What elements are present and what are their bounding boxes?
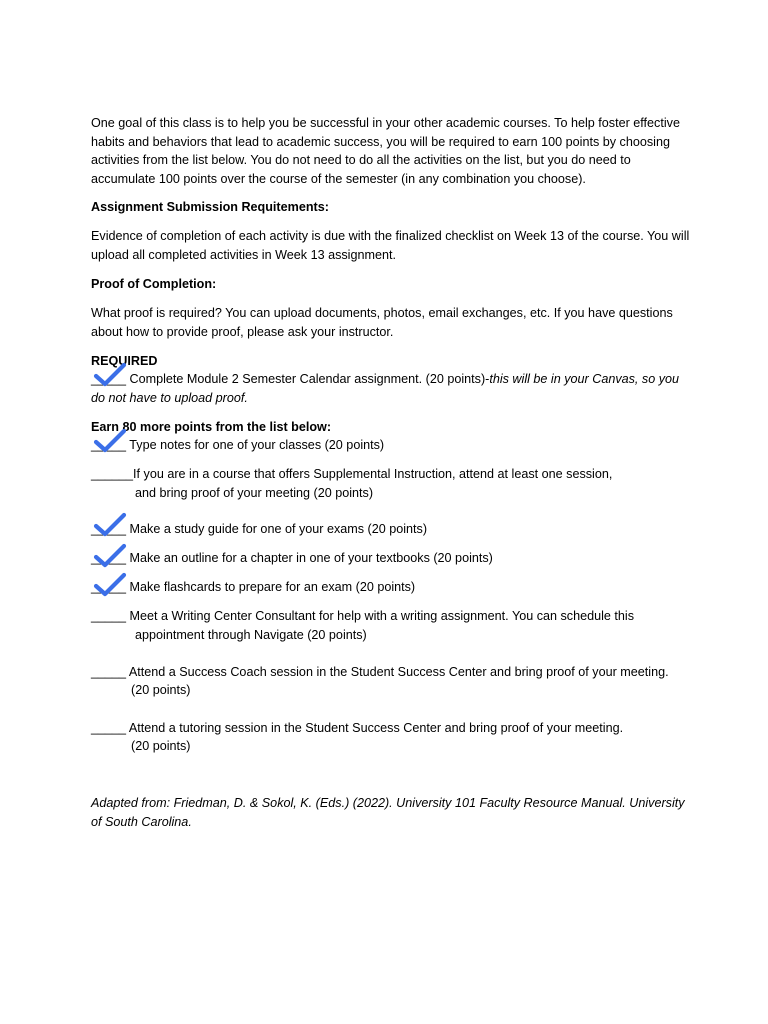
checkmark-icon (93, 512, 127, 538)
activity-item (91, 549, 691, 568)
activity-item (91, 578, 691, 597)
activity-item (91, 436, 691, 455)
blank-line: _____ (91, 438, 127, 453)
document-page (91, 114, 691, 831)
intro-paragraph: One goal of this class is to help you be successful in your other academic courses. To help foster effective habits and behaviors that lead to academic success, you will be required to earn 100 points by choosing activities from the list below. You do not need to do all the activities on the list, but you do need to accumulate 100 points over the course of the semester (in any combination you choose). (91, 116, 680, 186)
activity-text-continued: (20 points) (131, 683, 191, 698)
activity-text: Attend a Success Coach session in the Student Success Center and bring proof of your meeting. (126, 664, 669, 679)
checkmark-icon (93, 572, 127, 598)
activity-text: If you are in a course that offers Supplemental Instruction, attend at least one session, (133, 467, 613, 482)
blank-line: _____ (91, 664, 127, 679)
checkmark-icon (93, 428, 127, 454)
activity-item (91, 520, 691, 539)
activity-text: Attend a tutoring session in the Student Success Center and bring proof of your meeting. (126, 720, 624, 735)
activity-text: Type notes for one of your classes (20 points) (126, 438, 385, 453)
submission-heading: Assignment Submission Requitements: (91, 200, 329, 215)
blank-line: _____ (91, 720, 127, 735)
activity-text-continued: (20 points) (131, 739, 191, 754)
activity-text: Make an outline for a chapter in one of your textbooks (20 points) (126, 551, 493, 566)
required-item-note: this will be in your Canvas, so you do not have to upload proof. (91, 372, 680, 405)
required-heading: REQUIRED (91, 353, 158, 368)
citation: Adapted from: Friedman, D. & Sokol, K. (Eds.) (2022). University 101 Faculty Resource Manual. University of South Carolina. (91, 795, 685, 829)
activity-item (91, 465, 691, 502)
checkmark-icon (93, 543, 127, 569)
blank-line: _____ (91, 522, 127, 537)
activity-text-continued: appointment through Navigate (20 points) (135, 627, 367, 642)
activity-text: Meet a Writing Center Consultant for help with a writing assignment. You can schedule this (126, 609, 635, 624)
activity-text: Make a study guide for one of your exams (20 points) (126, 522, 428, 537)
activity-item (91, 607, 691, 644)
blank-line: _____ (91, 372, 127, 387)
blank-line: _____ (91, 551, 127, 566)
earn-heading: Earn 80 more points from the list below: (91, 419, 332, 434)
proof-heading: Proof of Completion: (91, 276, 217, 291)
blank-line: _____ (91, 580, 127, 595)
proof-text: What proof is required? You can upload documents, photos, email exchanges, etc. If you have questions about how to provide proof, please ask your instructor. (91, 305, 673, 339)
checkmark-icon (93, 362, 127, 388)
submission-text: Evidence of completion of each activity is due with the finalized checklist on Week 13 of the course. You will upload all completed activities in Week 13 assignment. (91, 229, 690, 262)
activity-text-continued: and bring proof of your meeting (20 points) (135, 485, 374, 500)
required-item-text: Complete Module 2 Semester Calendar assignment. (20 points)- (126, 372, 490, 387)
activity-text: Make flashcards to prepare for an exam (20 points) (126, 580, 416, 595)
required-item (91, 370, 691, 407)
blank-line: ______ (91, 467, 134, 482)
activity-item (91, 719, 691, 756)
activity-item (91, 663, 691, 700)
blank-line: _____ (91, 609, 127, 624)
